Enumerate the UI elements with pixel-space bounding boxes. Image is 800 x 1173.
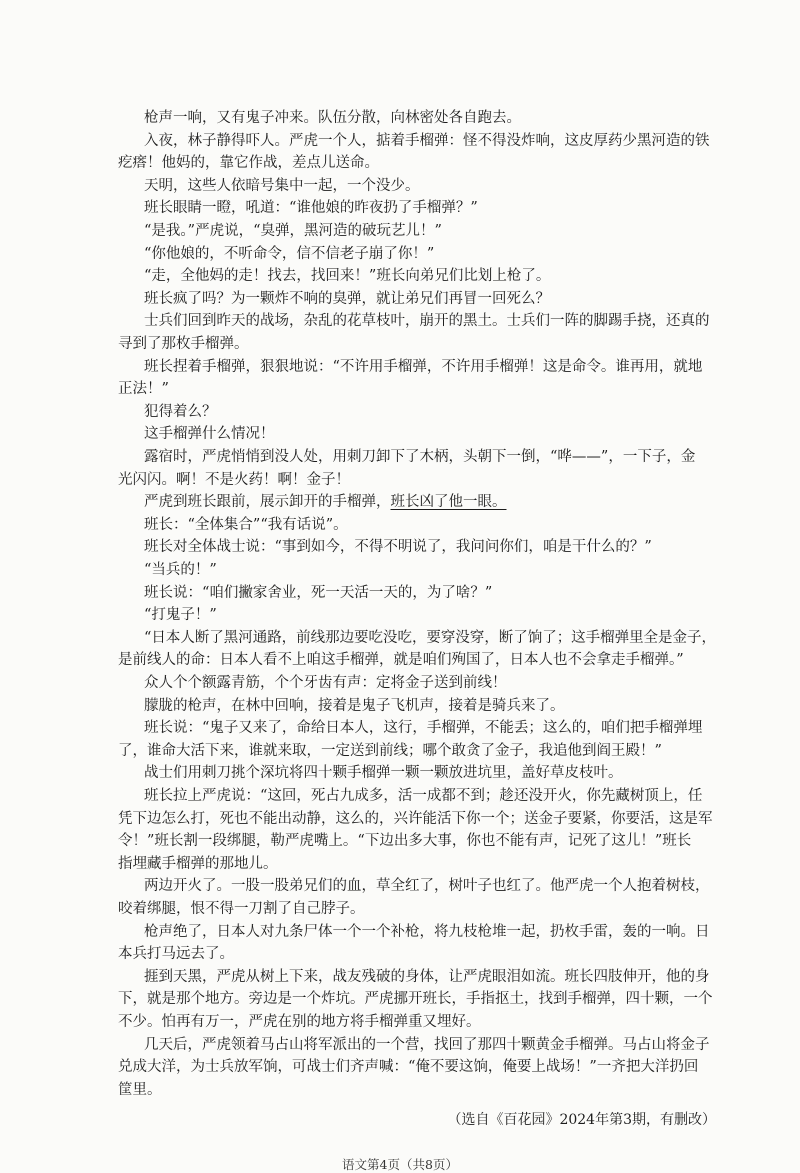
line-36: 咬着绑腿，恨不得一刀割了自己脖子。	[118, 901, 365, 917]
line-24: “日本人断了黑河通路，前线那边要吃没吃，要穿没穿，断了饷了；这手榴弹里全是金子，	[144, 629, 716, 646]
line-23: “打鬼子！”	[144, 607, 217, 624]
line-5: 班长眼睛一瞪，吼道：“谁他娘的昨夜扔了手榴弹？”	[144, 200, 478, 217]
line-2: 入夜，林子静得吓人。严虎一个人，掂着手榴弹：怪不得没炸响，这皮厚药少黑河造的铁	[144, 132, 710, 149]
line-31: 班长拉上严虎说：“这回，死占九成多，活一成都不到；趁还没开火，你先藏树顶上，任	[144, 788, 703, 804]
line-29: 了，谁命大活下来，谁就来取，一定送到前线；哪个敢贪了金子，我追他到阎王殿！”	[118, 742, 662, 759]
line-17: 光闪闪。啊！不是火药！啊！金子！	[118, 471, 350, 488]
line-1: 枪声一响，又有鬼子冲来。队伍分散，向林密处各自跑去。	[144, 110, 521, 126]
line-33: 令！”班长割一段绑腿，勒严虎嘴上。“下边出多大事，你也不能有声，记死了这儿！”班长	[118, 833, 692, 850]
line-38: 本兵打马远去了。	[118, 946, 234, 963]
line-10: 士兵们回到昨天的战场，杂乱的花草枝叶，崩开的黑土。士兵们一阵的脚踢手挠，还真的	[144, 313, 710, 330]
line-41: 不少。怕再有万一，严虎在别的地方将手榴弹重又埋好。	[118, 1014, 481, 1030]
line-34: 指埋藏手榴弹的那地儿。	[118, 855, 278, 872]
line-32: 凭下边怎么打，死也不能出动静，这么的，兴许能活下你一个；送金子要紧，你要活，这是军	[118, 810, 713, 827]
line-7: “你他娘的，不听命令，信不信老子崩了你！”	[144, 245, 435, 262]
line-21: “当兵的！”	[144, 562, 217, 578]
line-4: 天明，这些人依暗号集中一起，一个没少。	[144, 177, 420, 194]
line-43: 兑成大洋，为士兵放军饷，可战士们齐声喊：“俺不要这饷，俺要上战场！”一齐把大洋扔回	[118, 1059, 699, 1076]
line-19: 班长：“全体集合”“我有话说”。	[144, 516, 348, 533]
line-18	[144, 493, 507, 511]
page-footer: 语文第4页（共8页）	[342, 1157, 458, 1173]
line-18-text: 严虎到班长跟前，展示卸开的手榴弹，	[144, 494, 391, 511]
line-30: 战士们用刺刀挑个深坑将四十颗手榴弹一颗一颗放进坑里，盖好草皮枝叶。	[144, 765, 623, 782]
line-20: 班长对全体战士说：“事到如今，不得不明说了，我问问你们，咱是干什么的？”	[144, 539, 652, 556]
line-13: 正法！”	[118, 381, 169, 398]
line-3: 疙瘩！他妈的，靠它作战，差点儿送命。	[118, 155, 379, 172]
line-25: 是前线人的命：日本人看不上咱这手榴弹，就是咱们殉国了，日本人也不会拿走手榴弹。”	[118, 652, 684, 669]
line-26: 众人个个额露青筋，个个牙齿有声：定将金子送到前线！	[144, 675, 507, 691]
line-27: 朦胧的枪声，在林中回响，接着是鬼子飞机声，接着是骑兵来了。	[144, 697, 565, 714]
line-16: 露宿时，严虎悄悄到没人处，用刺刀卸下了木柄，头朝下一倒，“哗——”，一下子，金	[144, 449, 696, 465]
line-12: 班长捏着手榴弹，狠狠地说：“不许用手榴弹，不许用手榴弹！这是命令。谁再用，就地	[144, 358, 703, 375]
line-11: 寻到了那枚手榴弹。	[118, 336, 249, 352]
source-citation: （选自《百花园》2024年第3期，有删改）	[447, 1112, 716, 1129]
line-37: 枪声绝了，日本人对九条尸体一个一个补枪，将九枝枪堆一起，扔枚手雷，轰的一响。日	[144, 923, 710, 940]
line-40: 下，就是那个地方。旁边是一个炸坑。严虎挪开班长，手指抠土，找到手榴弹，四十颗，一个	[118, 991, 713, 1008]
line-28: 班长说：“鬼子又来了，命给日本人，这行，手榴弹，不能丢；这么的，咱们把手榴弹埋	[144, 720, 703, 737]
line-14: 犯得着么？	[144, 403, 217, 420]
underlined-sentence: 班长凶了他一眼。	[390, 494, 507, 511]
line-44: 筐里。	[118, 1081, 162, 1098]
line-22: 班长说：“咱们撇家舍业，死一天活一天的，为了啥？”	[144, 584, 493, 601]
line-6: “是我。”严虎说，“臭弹，黑河造的破玩艺儿！”	[144, 223, 442, 239]
line-8: “走，全他妈的走！找去，找回来！”班长向弟兄们比划上枪了。	[144, 268, 551, 285]
line-15: 这手榴弹什么情况！	[144, 426, 275, 443]
line-39: 捱到天黑，严虎从树上下来，战友残破的身体，让严虎眼泪如流。班长四肢伸开，他的身	[144, 968, 710, 985]
line-42: 几天后，严虎领着马占山将军派出的一个营，找回了那四十颗黄金手榴弹。马占山将金子	[144, 1036, 710, 1053]
line-35: 两边开火了。一股一股弟兄们的血，草全红了，树叶子也红了。他严虎一个人抱着树枝，	[144, 878, 710, 895]
line-9: 班长疯了吗？为一颗炸不响的臭弹，就让弟兄们再冒一回死么？	[144, 290, 550, 307]
